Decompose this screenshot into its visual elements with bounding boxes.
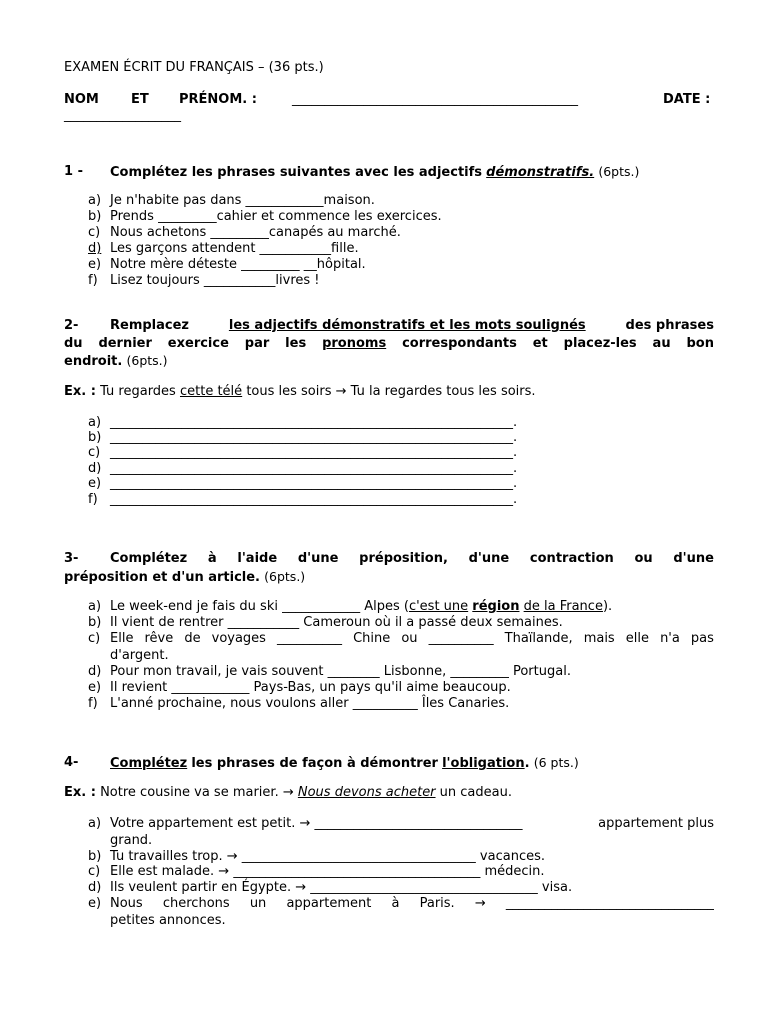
q3-label: c) [88,631,101,646]
word: Complétez [110,551,188,566]
word: ou [401,631,418,646]
q3-label: f) [88,696,98,711]
example-text: un cadeau. [439,785,512,800]
word: n'a [660,631,680,646]
word: dernier [98,336,152,351]
q2-label: c) [88,445,101,460]
word: du [64,336,83,351]
q3-item-f[interactable]: L'anné prochaine, nous voulons aller __________ Îles Canaries. [110,696,510,711]
word: cherchons [162,896,230,911]
q2-answer-b[interactable]: ______________________________________________________________. [110,430,518,445]
q1-instruction: Complétez les phrases suivantes avec les adjectifs [110,165,483,180]
q2-text: Remplacez [110,318,189,333]
q2-text: des phrases [625,318,714,333]
word: appartement [286,896,372,911]
example-italic: Nous devons acheter [297,785,436,800]
q3-item-c[interactable] [110,631,714,646]
word: bon [686,336,714,351]
name-blank[interactable]: ____________________________________________ [292,92,578,107]
q2-label: d) [88,461,102,476]
example-text: Notre cousine va se marier. → [100,785,294,800]
q4-heading [110,755,579,771]
q1-heading [110,164,639,180]
word: Elle [110,631,134,646]
word: contraction [529,551,614,566]
q1-item-f[interactable]: Lisez toujours ___________livres ! [110,273,320,288]
q2-heading-line2 [64,336,714,351]
q2-label: a) [88,415,102,430]
q4-label: c) [88,864,101,879]
q4-points: (6 pts.) [533,755,579,770]
word: __________ [277,631,343,646]
q2-label: e) [88,476,102,491]
q4-number: 4- [64,755,79,770]
q1-number: 1 - [64,164,83,179]
q3-item-e[interactable]: Il revient ____________ Pays-Bas, un pays qu'il aime beaucoup. [110,680,511,695]
q1-item-c[interactable]: Nous achetons _________canapés au marché. [110,225,401,240]
example-label: Ex. : [64,384,96,399]
q3-underlined: de la France [523,599,603,614]
word: par [244,336,270,351]
q1-item-label: f) [88,273,98,288]
q2-answer-f[interactable]: ______________________________________________________________. [110,492,518,507]
example-underlined: cette télé [179,384,243,399]
q3-item-c-continued: d'argent. [110,648,169,663]
word: → [474,896,486,911]
q2-heading-line1 [110,318,714,333]
q4-item-e-continued: petites annonces. [110,913,226,928]
q3-item-a[interactable] [110,599,612,614]
q4-item-e[interactable] [110,896,714,911]
q4-item-b[interactable]: Tu travailles trop. → ____________________________________ vacances. [110,849,545,864]
word: Nous [110,896,143,911]
q2-label: f) [88,492,98,507]
q4-label: d) [88,880,102,895]
example-text: Tu regardes [100,384,176,399]
q3-heading-line2 [64,569,305,585]
q4-item-a-continued: grand. [110,833,153,848]
q3-heading-line1 [110,551,714,566]
q1-keyword: démonstratifs. [486,165,595,180]
q4-text: appartement plus [598,816,714,831]
exam-title: EXAMEN ÉCRIT DU FRANÇAIS – (36 pts.) [64,60,324,75]
q2-example [64,384,536,399]
q2-label: b) [88,430,102,445]
q2-heading-line3 [64,353,168,369]
date-blank[interactable]: __________________ [64,108,181,123]
word: endroit. [64,354,123,369]
q3-underlined: c'est une [408,599,469,614]
word: Chine [353,631,391,646]
word: de [184,631,201,646]
q3-label: e) [88,680,102,695]
word: voyages [211,631,266,646]
q4-text: les phrases de façon à démontrer [191,756,438,771]
q3-text: Le week-end je fais du ski ____________ Alpes ( [110,599,409,614]
example-text: tous les soirs → Tu la regardes tous les soirs. [246,384,536,399]
word-pronoms: pronoms [322,336,387,351]
word: d'une [468,551,510,566]
word: elle [625,631,649,646]
word: placez-les [563,336,637,351]
q2-answer-c[interactable]: ______________________________________________________________. [110,445,518,460]
word: __________ [428,631,494,646]
q1-item-label: b) [88,209,102,224]
word: préposition, [359,551,448,566]
word: les [285,336,307,351]
q3-text: préposition et d'un article. [64,570,260,585]
word: exercice [167,336,229,351]
q4-item-c[interactable]: Elle est malade. → ______________________________________ médecin. [110,864,545,879]
word: rêve [144,631,174,646]
q1-item-a[interactable]: Je n'habite pas dans ____________maison. [110,193,375,208]
q2-underlined: les adjectifs démonstratifs et les mots soulignés [228,318,586,333]
q4-label: b) [88,849,102,864]
q1-item-label: d) [88,241,102,256]
word: à [207,551,217,566]
q3-label: a) [88,599,102,614]
q2-answer-e[interactable]: ______________________________________________________________. [110,476,518,491]
word: ________________________________ [505,896,714,911]
q3-item-b[interactable]: Il vient de rentrer ___________ Cameroun où il a passé deux semaines. [110,615,563,630]
word: d'une [673,551,714,566]
q3-points: (6pts.) [264,569,306,584]
q4-item-a[interactable] [110,816,714,831]
word: pas [690,631,714,646]
word: Thaïlande, [504,631,573,646]
word: Paris. [419,896,455,911]
q2-points: (6pts.) [126,353,168,368]
q3-item-d[interactable]: Pour mon travail, je vais souvent ________ Lisbonne, _________ Portugal. [110,664,571,679]
q1-item-label: a) [88,193,102,208]
q4-underlined: Complétez [110,756,188,771]
q2-answer-d[interactable]: ______________________________________________________________. [110,461,518,476]
q3-label: d) [88,664,102,679]
q3-label: b) [88,615,102,630]
q1-item-e[interactable]: Notre mère déteste _________ __hôpital. [110,257,366,272]
word: au [652,336,671,351]
word: d'une [297,551,339,566]
q1-item-d[interactable]: Les garçons attendent ___________fille. [110,241,359,256]
q4-label: e) [88,896,102,911]
q4-item-d[interactable]: Ils veulent partir en Égypte. → ___________________________________ visa. [110,880,573,895]
q3-text: ). [602,599,613,614]
q3-number: 3- [64,551,79,566]
word: correspondants [402,336,517,351]
q4-label: a) [88,816,102,831]
word: à [391,896,400,911]
q1-item-b[interactable]: Prends _________cahier et commence les exercices. [110,209,442,224]
q1-item-label: c) [88,225,101,240]
prenom-label: PRÉNOM. : [179,92,257,107]
q4-underlined: l'obligation [442,756,525,771]
q1-item-label: e) [88,257,102,272]
q4-text: . [524,756,530,771]
et-label: ET [131,92,149,107]
q2-answer-a[interactable]: ______________________________________________________________. [110,415,518,430]
word: mais [583,631,615,646]
q1-points: (6pts.) [598,164,640,179]
q4-text: Votre appartement est petit. → ________________________________ [110,816,523,831]
q2-number: 2- [64,318,79,333]
word: un [249,896,267,911]
word: et [532,336,548,351]
q3-region: région [472,599,520,614]
example-label: Ex. : [64,785,96,800]
date-label: DATE : [663,92,711,107]
q4-example [64,785,512,800]
word: ou [634,551,653,566]
nom-label: NOM [64,92,99,107]
word: l'aide [237,551,278,566]
